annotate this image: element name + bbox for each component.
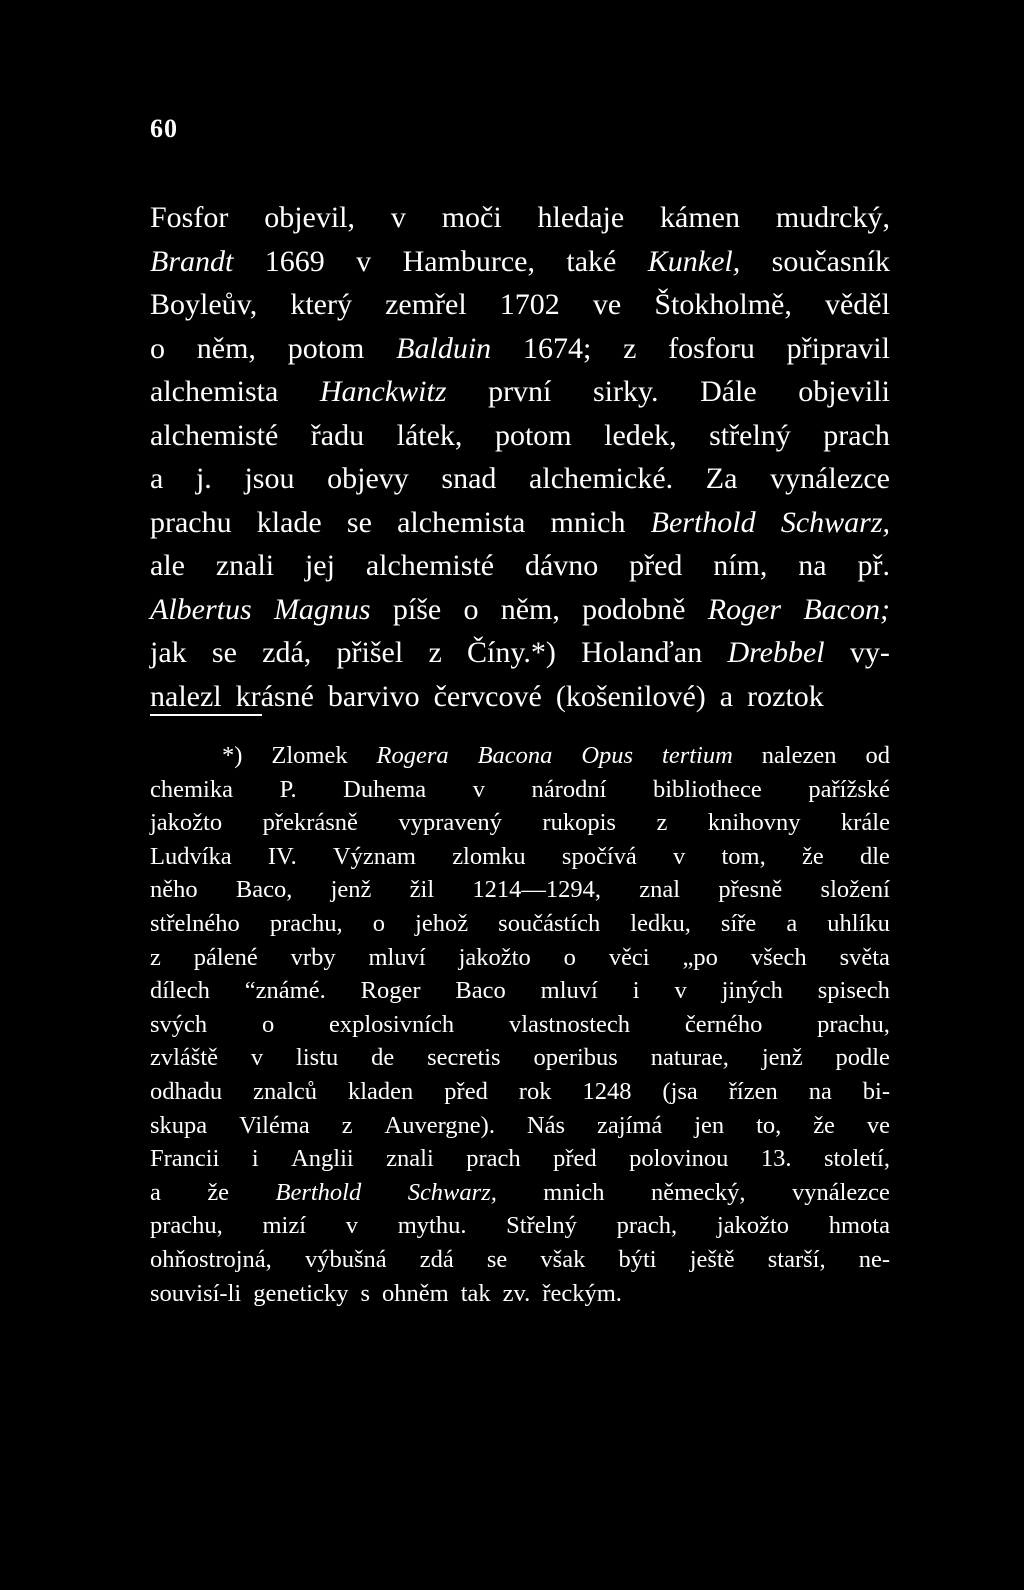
footnote-word: jiných [721,977,783,1005]
footnote-word: vrby [290,943,336,971]
footnote-word: ve [866,1111,890,1139]
body-word: na [798,549,827,582]
body-word: ledek, [604,418,677,452]
footnote-line [150,1041,890,1075]
footnote-word: Viléma [239,1111,310,1139]
footnote-word: Roger [360,977,421,1005]
footnote-word: z [341,1111,353,1139]
body-word: alchemisté [365,549,495,582]
body-word: objevil, [264,201,356,234]
body-word: vy- [849,636,890,669]
footnote-word: i [251,1145,259,1173]
footnote-word: „po [682,943,718,971]
footnote-word: ohňostrojná, [150,1245,272,1273]
footnote-word: mnich [543,1178,605,1206]
footnote-word: překrásně [262,809,358,837]
footnote-word: nalezen [761,742,837,769]
footnote-word: výbušná [304,1245,387,1273]
footnote-line [150,773,890,807]
body-line [150,501,890,545]
body-word: ve [592,288,622,321]
footnote-word: a [150,1178,161,1206]
footnote-word: hmota [828,1212,890,1240]
footnote-word: starší, [767,1245,826,1273]
footnote-word: bi- [862,1077,890,1105]
footnote-word: listu [296,1044,339,1072]
footnote-word: Nás [526,1111,566,1139]
body-line [150,283,890,327]
footnote-word: to, [756,1111,782,1139]
footnote-word: něho [150,876,198,904]
footnote-word: prach [466,1145,521,1173]
footnote-word: chemika [150,775,233,803]
body-word: objevy [327,462,409,495]
body-word: 1669 [264,244,325,278]
body-word: střelný [709,418,791,452]
footnote-line [150,1176,890,1210]
body-line [150,588,890,632]
footnote-word: vlastnostech [508,1010,631,1038]
body-line [150,414,890,458]
footnote-word: v [472,775,485,803]
footnote-word: mythu. [397,1212,467,1240]
body-word: současník [771,244,890,278]
footnote-line [150,806,890,840]
footnote-word: Anglii [291,1145,354,1173]
body-word: sirky. [592,375,659,408]
footnote-word: spočívá [561,842,637,870]
body-line [150,196,890,240]
body-word: potom [287,331,365,365]
body-word: hledaje [537,201,625,234]
body-word: Roger [707,592,782,626]
footnote-word: P. [279,775,297,803]
body-word: alchemista [397,505,526,539]
body-word: z [623,331,637,365]
body-word: látek, [396,418,463,452]
footnote-word: ohněm [382,1279,449,1307]
footnote-word: vypravený [398,809,502,837]
footnote-word: Duhema [343,775,427,803]
footnote-word: o [372,909,385,937]
body-line [150,457,890,501]
footnote-word: jenž [330,876,372,904]
body-word: (košenilové) [555,679,706,713]
footnote-word: polovinou [629,1145,729,1173]
body-word: fosforu [668,331,755,365]
footnote-word: Schwarz, [407,1178,497,1206]
body-word: kámen [660,201,740,234]
footnote-word: jenž [761,1044,803,1072]
footnote-line [150,1075,890,1109]
footnote-line [150,1277,890,1311]
footnote-word: že [801,842,824,870]
body-word: roztok [747,679,824,713]
body-word: dávno [524,549,599,582]
footnote-line [150,1209,890,1243]
body-word: něm, [196,331,256,365]
footnote-word: rok [518,1077,552,1105]
footnote-word: dle [859,842,890,870]
body-word: také [566,244,617,278]
footnote-word: Střelný [506,1212,577,1240]
footnote-word: bibliothece [652,775,762,803]
footnote-word: Rogera [376,742,449,769]
body-word: podobně [582,592,686,626]
body-word: Dále [700,375,757,408]
footnote-word: v [345,1212,358,1240]
footnote-word: podle [835,1044,890,1072]
footnote-word: prachu, [817,1010,890,1038]
body-word: Brandt [150,244,234,278]
footnote-word: jehož [415,909,469,937]
body-word: první [488,375,552,408]
footnote-word: znali [386,1145,434,1173]
body-word: jak [150,636,187,669]
body-word: a [719,679,734,713]
footnote-word: však [540,1245,586,1273]
body-word: prach [823,418,890,452]
footnote-word: století, [823,1145,890,1173]
footnote-word: řízen [728,1077,778,1105]
footnote-line [150,1142,890,1176]
footnote-word: spisech [817,977,890,1005]
footnote-word: mluví [540,977,598,1005]
footnote-word: tom, [721,842,766,870]
footnote-word: Zlomek [271,742,348,769]
footnote-word: v [250,1044,264,1072]
footnote-word: pálené [193,943,258,971]
footnote-word: a [786,909,798,937]
footnote-word: síře [720,909,757,937]
footnote-word: souvisí-li [150,1279,242,1307]
footnote-word: Baco, [235,876,293,904]
body-word: barvivo [327,679,420,713]
body-word: Hanckwitz [319,375,447,408]
footnote-word: Opus [581,742,634,769]
footnote [150,739,890,1310]
body-word: Magnus [273,592,371,626]
footnote-word: býti [618,1245,657,1273]
body-word: jej [304,549,335,582]
footnote-line [150,873,890,907]
body-word: Schwarz, [780,505,890,539]
footnote-word: se [486,1245,508,1273]
body-word: objevili [798,375,890,408]
body-word: který [290,288,352,321]
footnote-word: mluví [368,943,426,971]
body-word: mnich [550,505,626,539]
footnote-word: střelného [150,909,240,937]
footnote-word: (jsa [662,1077,698,1105]
body-word: znali [215,549,275,582]
footnote-word: ne- [858,1245,890,1273]
footnote-word: pařížské [808,775,890,803]
footnote-word: Bacona [477,742,553,769]
footnote-word: v [674,977,687,1005]
footnote-word: Ludvíka [150,842,232,870]
body-word: v [356,244,372,278]
footnote-word: 1248 [582,1077,632,1105]
body-word: se [346,505,372,539]
footnote-line [150,974,890,1008]
body-word: Boyleův, [150,288,258,321]
body-line [150,327,890,371]
footnote-word: *) [222,742,243,769]
body-word: mudrcký, [775,201,890,234]
footnote-word: zlomku [452,842,526,870]
body-line [150,544,890,588]
footnote-word: knihovny [707,809,801,837]
footnote-word: řeckým. [542,1279,622,1307]
footnote-word: Baco [455,977,506,1005]
footnote-word: součástích [498,909,601,937]
footnote-word: “známé. [244,977,326,1005]
footnote-word: svých [150,1010,208,1038]
footnote-word: tak [460,1279,491,1307]
body-word: moči [441,201,502,234]
body-word: Štokholmě, [654,288,792,321]
footnote-word: odhadu [150,1077,223,1105]
footnote-word: Berthold [275,1178,362,1206]
footnote-word: 13. [760,1145,792,1173]
body-word: nalezl [150,679,222,713]
footnote-word: zv. [502,1279,531,1307]
body-word: červcové [433,679,542,713]
body-word: př. [857,549,890,582]
footnote-line [150,739,890,773]
footnote-word: před [444,1077,488,1105]
footnote-word: rukopis [542,809,616,837]
footnote-word: naturae, [650,1044,729,1072]
footnote-word: všech [750,943,807,971]
footnote-word: ještě [689,1245,735,1273]
footnote-word: od [865,742,890,769]
body-word: a [150,462,164,495]
footnote-word: žil [409,876,435,904]
body-word: Kunkel, [647,244,741,278]
body-word: něm, [500,592,560,626]
footnote-word: skupa [150,1111,208,1139]
body-word: z [428,636,442,669]
footnote-word: vynálezce [791,1178,890,1206]
footnote-word: uhlíku [827,909,890,937]
footnote-word: jen [694,1111,725,1139]
footnote-line [150,1243,890,1277]
footnote-word: de [371,1044,395,1072]
footnote-word: že [207,1178,230,1206]
footnote-word: s [360,1279,371,1307]
body-line [150,370,890,414]
footnote-word: jakožto [458,943,531,971]
footnote-word: jakožto [150,809,223,837]
footnote-word: tertium [662,742,733,769]
footnote-word: znal [639,876,681,904]
body-word: Fosfor [150,201,229,234]
body-text [150,196,890,718]
footnote-word: národní [531,775,607,803]
footnote-word: z [656,809,668,837]
body-word: Za [705,462,738,495]
footnote-word: zajímá [596,1111,663,1139]
body-word: alchemisté [150,418,279,452]
body-word: se [211,636,237,669]
footnote-word: před [553,1145,597,1173]
body-word: Berthold [650,505,756,539]
body-line [150,240,890,284]
body-word: píše [392,592,442,626]
body-word: zdá, [262,636,312,669]
footnote-word: černého [684,1010,763,1038]
body-word: připravil [786,331,890,365]
footnote-word: věci [608,943,650,971]
body-word: Číny.*) [467,636,556,669]
body-word: o [150,331,165,365]
footnote-word: jakožto [716,1212,790,1240]
footnote-word: explosivních [328,1010,455,1038]
footnote-word: prachu, [150,1212,223,1240]
footnote-word: že [813,1111,835,1139]
body-word: alchemista [150,375,279,408]
footnote-word: zvláště [150,1044,219,1072]
body-word: krásné [235,679,314,713]
body-word: Albertus [150,592,252,626]
body-word: 1674; [522,331,592,365]
body-word: alchemické. [529,462,674,495]
body-word: před [629,549,683,582]
footnote-word: i [632,977,640,1005]
footnote-word: Francii [150,1145,220,1173]
footnote-line [150,840,890,874]
body-word: klade [256,505,322,539]
page-number: 60 [150,114,178,143]
footnote-word: prachu, [269,909,343,937]
footnote-word: operibus [533,1044,618,1072]
footnote-word: na [808,1077,832,1105]
body-word: ale [150,549,185,582]
footnote-word: kladen [348,1077,414,1105]
footnote-word: Auvergne). [384,1111,495,1139]
body-word: Holanďan [581,636,703,669]
footnote-word: světa [839,943,890,971]
footnote-word: z [150,943,161,971]
body-line [150,675,890,719]
body-word: zemřel [385,288,467,321]
footnote-word: Význam [332,842,416,870]
body-word: Hamburce, [402,244,535,278]
footnote-line [150,941,890,975]
body-line [150,631,890,675]
body-word: 1702 [499,288,560,321]
body-word: potom [494,418,572,452]
footnote-line [150,907,890,941]
footnote-rule [150,714,262,716]
footnote-word: prach, [616,1212,678,1240]
footnote-word: dílech [150,977,210,1005]
footnote-word: krále [841,809,890,837]
footnote-line [150,1008,890,1042]
footnote-word: 1214—1294, [472,876,602,904]
footnote-word: zdá [419,1245,454,1273]
footnote-word: v [673,842,686,870]
footnote-word: ledku, [630,909,691,937]
footnote-word: secretis [427,1044,501,1072]
footnote-word: složení [820,876,890,904]
body-word: snad [441,462,497,495]
body-word: ním, [713,549,768,582]
body-word: v [390,201,406,234]
footnote-word: IV. [267,842,297,870]
footnote-word: o [261,1010,275,1038]
footnote-line [150,1109,890,1143]
footnote-word: o [563,943,576,971]
body-word: řadu [310,418,365,452]
body-word: o [463,592,479,626]
body-word: Bacon; [803,592,890,626]
body-word: věděl [824,288,890,321]
body-word: Balduin [396,331,492,365]
body-word: jsou [244,462,295,495]
footnote-word: mizí [262,1212,307,1240]
body-word: přišel [336,636,404,669]
footnote-word: německý, [650,1178,746,1206]
body-word: vynálezce [770,462,890,495]
footnote-word: přesně [718,876,783,904]
body-word: prachu [150,505,232,539]
footnote-word: znalců [253,1077,318,1105]
body-word: j. [195,462,212,495]
footnote-word: geneticky [253,1279,349,1307]
body-word: Drebbel [727,636,825,669]
